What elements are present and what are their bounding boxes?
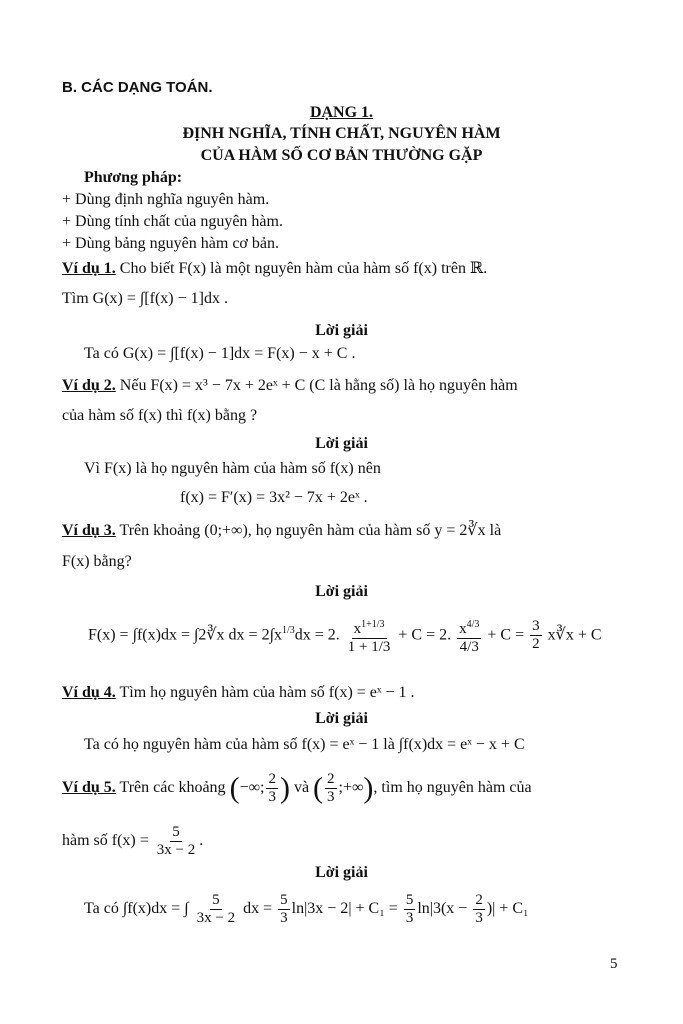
interval-part: ;+∞ <box>338 779 364 796</box>
numerator: x <box>459 620 467 637</box>
fraction <box>404 892 416 927</box>
formula-part: )| + C₁ <box>486 900 529 917</box>
example-text: Trên các khoảng <box>115 779 230 796</box>
fraction <box>278 892 290 927</box>
example-text: Tìm G(x) = ∫[f(x) − 1]dx . <box>62 290 228 307</box>
example-4 <box>62 683 415 703</box>
example-3 <box>62 521 501 541</box>
example-1 <box>62 259 487 279</box>
method-item: + Dùng tính chất của nguyên hàm. <box>62 213 283 230</box>
interval-part: −∞; <box>239 779 265 796</box>
example-text: Cho biết F(x) là một nguyên hàm của hàm số f(x) trên ℝ. <box>115 260 488 277</box>
solution-label: Lời giải <box>315 322 368 339</box>
numerator: 5 <box>212 891 220 908</box>
fraction <box>195 892 237 927</box>
solution-formula <box>84 889 529 929</box>
solution-label: Lời giải <box>315 864 368 881</box>
solution-formula: f(x) = F′(x) = 3x² − 7x + 2eˣ . <box>180 489 368 506</box>
fraction <box>473 892 485 927</box>
example-text: và <box>293 779 314 796</box>
denominator: 2 <box>532 636 540 653</box>
section-title: B. CÁC DẠNG TOÁN. <box>62 79 213 96</box>
example-text: Tìm họ nguyên hàm của hàm số f(x) = eˣ − 1 . <box>115 684 415 701</box>
denominator: 3 <box>327 788 335 805</box>
example-text: . <box>199 832 204 849</box>
numerator: 5 <box>280 891 288 908</box>
numerator: 2 <box>268 770 276 787</box>
paren: ) <box>363 771 374 805</box>
fraction <box>530 618 542 653</box>
example-text: hàm số f(x) = <box>62 832 149 849</box>
denominator: 3 <box>475 909 483 926</box>
formula-part: dx = <box>243 900 273 917</box>
exponent: 1+1/3 <box>361 618 385 630</box>
example-text: Nếu F(x) = x³ − 7x + 2eˣ + C (C là hằng số) là họ nguyên hàm <box>115 377 518 394</box>
solution-label: Lời giải <box>315 710 368 727</box>
dang-title-line2: CỦA HÀM SỐ CƠ BẢN THƯỜNG GẶP <box>200 147 483 164</box>
formula-part: + C = <box>487 626 525 644</box>
denominator: 3 <box>405 909 414 926</box>
example-label: Ví dụ 4. <box>62 684 116 701</box>
solution-label: Lời giải <box>315 435 368 452</box>
dang-title-line1: ĐỊNH NGHĨA, TÍNH CHẤT, NGUYÊN HÀM <box>182 125 501 142</box>
numerator: 5 <box>172 823 180 840</box>
fraction <box>325 771 337 806</box>
formula-part: dx = 2. <box>294 626 340 644</box>
method-item: + Dùng định nghĩa nguyên hàm. <box>62 191 270 208</box>
formula-part: ln|3x − 2| + C₁ = <box>291 900 398 917</box>
denominator: 1 + 1/3 <box>347 638 391 655</box>
denominator: 4/3 <box>459 638 479 655</box>
solution-text: Ta có G(x) = ∫[f(x) − 1]dx = F(x) − x + C . <box>84 345 356 362</box>
paren: ( <box>229 771 240 805</box>
formula-part: ln|3(x − <box>417 900 468 917</box>
formula-part: + C = 2. <box>398 626 452 644</box>
dang-label: DẠNG 1. <box>309 104 374 121</box>
fraction <box>155 824 197 859</box>
example-5 <box>62 768 532 808</box>
example-label: Ví dụ 5. <box>62 779 116 796</box>
numerator: 2 <box>475 891 483 908</box>
paren: ( <box>313 771 324 805</box>
example-text: Trên khoảng (0;+∞), họ nguyên hàm của hàm số y = 2∛x là <box>115 522 502 539</box>
fraction <box>346 616 393 656</box>
example-text: của hàm số f(x) thì f(x) bằng ? <box>62 407 258 424</box>
method-item: + Dùng bảng nguyên hàm cơ bản. <box>62 235 279 252</box>
page-number: 5 <box>610 956 618 972</box>
formula-part: Ta có ∫f(x)dx = ∫ <box>84 900 189 917</box>
example-label: Ví dụ 1. <box>62 260 116 277</box>
denominator: 3x − 2 <box>196 909 236 926</box>
solution-formula <box>88 612 602 656</box>
fraction <box>266 771 278 806</box>
formula-part: F(x) = ∫f(x)dx = ∫2∛x dx = 2∫x <box>88 626 282 644</box>
exponent: 4/3 <box>466 618 480 630</box>
denominator: 3 <box>268 788 276 805</box>
paren: ) <box>279 771 290 805</box>
example-text: , tìm họ nguyên hàm của <box>373 779 532 796</box>
solution-text: Vì F(x) là họ nguyên hàm của hàm số f(x) nên <box>84 460 381 477</box>
numerator: 5 <box>405 891 414 908</box>
solution-text: Ta có họ nguyên hàm của hàm số f(x) = eˣ − 1 là ∫f(x)dx = eˣ − x + C <box>84 736 525 753</box>
denominator: 3 <box>280 909 288 926</box>
example-text <box>62 822 203 860</box>
example-2 <box>62 376 518 396</box>
example-label: Ví dụ 3. <box>62 522 116 539</box>
example-text: F(x) bằng? <box>62 553 132 570</box>
numerator: 2 <box>327 770 335 787</box>
formula-part: x∛x + C <box>547 626 602 644</box>
numerator: x <box>353 620 362 637</box>
fraction <box>457 616 481 656</box>
denominator: 3x − 2 <box>156 841 196 858</box>
numerator: 3 <box>532 618 540 635</box>
method-heading: Phương pháp: <box>84 169 183 186</box>
example-label: Ví dụ 2. <box>62 377 116 394</box>
solution-label: Lời giải <box>315 583 368 600</box>
exponent: 1/3 <box>281 625 295 636</box>
